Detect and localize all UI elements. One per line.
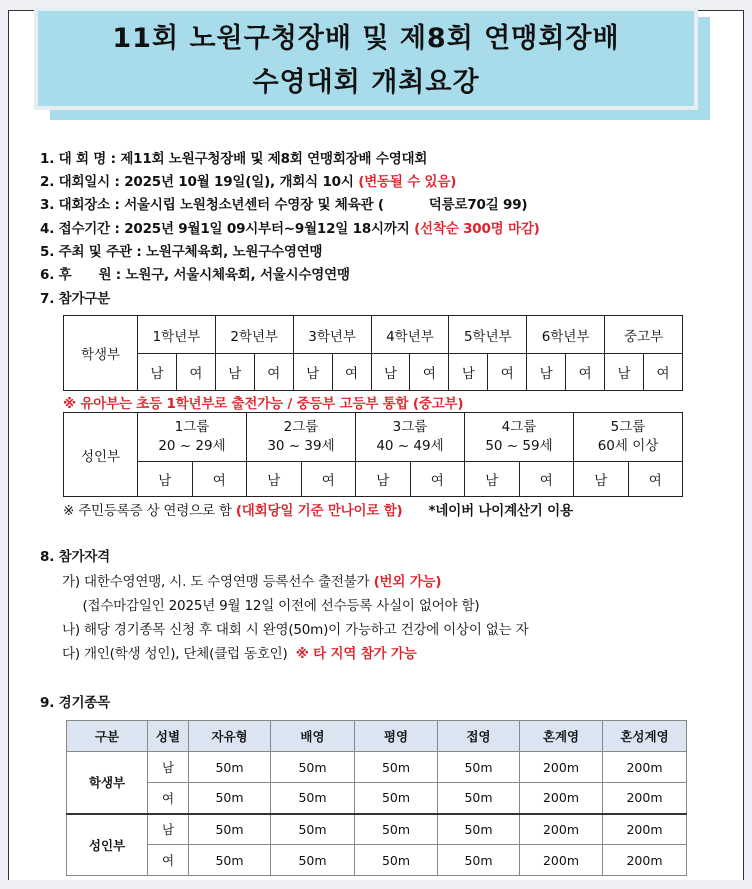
male-cell: 남: [449, 354, 488, 391]
info-item: [40, 240, 322, 260]
gender-cell: 여: [148, 783, 189, 814]
info-value: 서울시립 노원청소년센터 수영장 및 체육관 ( 덕릉로70길 99): [124, 197, 528, 213]
female-cell: 여: [176, 354, 215, 391]
adult-note-extra: *네이버 나이계산기 이용: [428, 503, 573, 519]
column-header: 구분: [67, 721, 148, 752]
adult-group-range: 60세 이상: [597, 438, 659, 454]
adult-division-table: [63, 412, 683, 497]
adult-note-text: ※ 주민등록증 상 연령으로 함: [63, 503, 236, 519]
eligibility-item: [62, 618, 528, 638]
male-cell: 남: [293, 354, 332, 391]
male-cell: 남: [465, 462, 520, 497]
adult-label: 성인부: [64, 413, 138, 497]
section8-title: 8. 참가자격: [40, 549, 110, 565]
male-cell: 남: [138, 354, 177, 391]
distance-cell: 200m: [603, 814, 687, 845]
student-note: ※ 유아부는 초등 1학년부로 출전가능 / 중등부 고등부 통합 (중고부): [63, 396, 464, 412]
adult-group-range: 40 ~ 49세: [376, 438, 444, 454]
male-cell: 남: [574, 462, 629, 497]
adult-group-header: [574, 413, 683, 462]
info-note: (변동될 수 있음): [358, 174, 457, 190]
male-cell: 남: [605, 354, 644, 391]
distance-cell: 50m: [189, 783, 271, 814]
student-group-header: 3학년부: [293, 316, 371, 354]
adult-group-name: 2그룹: [283, 419, 319, 435]
info-label: 2. 대회일시 :: [40, 174, 125, 190]
distance-cell: 50m: [355, 845, 438, 876]
male-cell: 남: [371, 354, 410, 391]
info-label: 7. 참가구분: [40, 291, 110, 307]
adult-group-name: 1그룹: [174, 419, 210, 435]
adult-group-range: 30 ~ 39세: [267, 438, 335, 454]
adult-group-name: 3그룹: [392, 419, 428, 435]
female-cell: 여: [566, 354, 605, 391]
eligibility-note: (번외 가능): [373, 574, 442, 590]
male-cell: 남: [247, 462, 302, 497]
adult-note-red: (대회당일 기준 만나이로 함): [235, 503, 403, 519]
adult-group-range: 20 ~ 29세: [158, 438, 226, 454]
info-value: 제11회 노원구청장배 및 제8회 연맹회장배 수영대회: [120, 151, 428, 167]
table-row: [67, 845, 687, 876]
info-label: 1. 대 회 명 :: [40, 151, 121, 167]
distance-cell: 50m: [271, 814, 355, 845]
distance-cell: 200m: [603, 752, 687, 783]
male-cell: 남: [138, 462, 193, 497]
info-label: 3. 대회장소 :: [40, 197, 125, 213]
distance-cell: 200m: [603, 845, 687, 876]
distance-cell: 50m: [438, 752, 520, 783]
eligibility-item: [62, 594, 479, 614]
female-cell: 여: [410, 354, 449, 391]
column-header: 접영: [438, 721, 520, 752]
eligibility-text: (접수마감일인 2025년 9월 12일 이전에 선수등록 사실이 없어야 함): [62, 598, 480, 614]
title-line-1: 11회 노원구청장배 및 제8회 연맹회장배: [112, 23, 620, 54]
female-cell: 여: [301, 462, 356, 497]
info-value: 2025년 10월 19일(일), 개회식 10시: [124, 174, 359, 190]
info-item: [40, 217, 540, 237]
eligibility-text: 나) 해당 경기종목 신청 후 대회 시 완영(50m)이 가능하고 건강에 이상이 없는 자: [62, 622, 529, 638]
adult-group-header: [247, 413, 356, 462]
events-table: [66, 720, 687, 876]
male-cell: 남: [215, 354, 254, 391]
student-group-header: 2학년부: [215, 316, 293, 354]
column-header: 혼계영: [520, 721, 603, 752]
distance-cell: 50m: [355, 814, 438, 845]
distance-cell: 50m: [271, 752, 355, 783]
info-label: 6. 후 원 :: [40, 267, 126, 283]
adult-group-name: 4그룹: [501, 419, 537, 435]
eligibility-item: [62, 642, 417, 662]
column-header: 자유형: [189, 721, 271, 752]
info-item: [40, 287, 110, 307]
female-cell: 여: [519, 462, 574, 497]
female-cell: 여: [488, 354, 527, 391]
info-item: [40, 147, 427, 167]
distance-cell: 50m: [189, 814, 271, 845]
distance-cell: 50m: [271, 783, 355, 814]
info-item: [40, 170, 456, 190]
female-cell: 여: [254, 354, 293, 391]
distance-cell: 200m: [603, 783, 687, 814]
distance-cell: 200m: [520, 752, 603, 783]
student-label: 학생부: [64, 316, 138, 391]
column-header: 혼성계영: [603, 721, 687, 752]
eligibility-note: ※ 타 지역 참가 가능: [295, 646, 417, 662]
gender-cell: 여: [148, 845, 189, 876]
table-row: [67, 814, 687, 845]
female-cell: 여: [332, 354, 371, 391]
student-division-table: [63, 315, 683, 391]
title-banner: [34, 7, 698, 110]
info-value: 노원구, 서울시체육회, 서울시수영연맹: [125, 267, 350, 283]
distance-cell: 50m: [271, 845, 355, 876]
female-cell: 여: [410, 462, 465, 497]
info-note: (선착순 300명 마감): [414, 221, 540, 237]
gender-cell: 남: [148, 814, 189, 845]
table-row: [67, 752, 687, 783]
distance-cell: 50m: [355, 752, 438, 783]
male-cell: 남: [356, 462, 411, 497]
table-row: [67, 783, 687, 814]
column-header: 배영: [271, 721, 355, 752]
adult-group-header: [465, 413, 574, 462]
gender-cell: 남: [148, 752, 189, 783]
eligibility-text: 다) 개인(학생 성인), 단체(클럽 동호인): [62, 646, 296, 662]
division-cell: 성인부: [67, 814, 148, 876]
eligibility-text: 가) 대한수영연맹, 시. 도 수영연맹 등록선수 출전불가: [62, 574, 374, 590]
distance-cell: 200m: [520, 814, 603, 845]
distance-cell: 50m: [355, 783, 438, 814]
adult-group-range: 50 ~ 59세: [485, 438, 553, 454]
eligibility-item: [62, 570, 441, 590]
info-item: [40, 263, 350, 283]
distance-cell: 50m: [189, 845, 271, 876]
female-cell: 여: [628, 462, 683, 497]
student-group-header: 5학년부: [449, 316, 527, 354]
info-label: 5. 주최 및 주관 :: [40, 244, 147, 260]
column-header: 평영: [355, 721, 438, 752]
info-label: 4. 접수기간 :: [40, 221, 125, 237]
adult-note: [63, 499, 573, 519]
student-group-header: 4학년부: [371, 316, 449, 354]
section9-title: 9. 경기종목: [40, 695, 110, 711]
student-group-header: 1학년부: [138, 316, 216, 354]
distance-cell: 50m: [438, 814, 520, 845]
info-item: [40, 193, 527, 213]
distance-cell: 200m: [520, 783, 603, 814]
distance-cell: 50m: [438, 845, 520, 876]
female-cell: 여: [643, 354, 682, 391]
distance-cell: 50m: [189, 752, 271, 783]
student-group-header: 6학년부: [527, 316, 605, 354]
male-cell: 남: [527, 354, 566, 391]
division-cell: 학생부: [67, 752, 148, 814]
adult-group-header: [138, 413, 247, 462]
student-group-header: 중고부: [605, 316, 683, 354]
adult-group-header: [356, 413, 465, 462]
info-value: 노원구체육회, 노원구수영연맹: [146, 244, 323, 260]
distance-cell: 50m: [438, 783, 520, 814]
info-value: 2025년 9월1일 09시부터~9월12일 18시까지: [124, 221, 415, 237]
female-cell: 여: [192, 462, 247, 497]
title-line-2: 수영대회 개최요강: [252, 67, 480, 98]
column-header: 성별: [148, 721, 189, 752]
distance-cell: 200m: [520, 845, 603, 876]
adult-group-name: 5그룹: [610, 419, 646, 435]
